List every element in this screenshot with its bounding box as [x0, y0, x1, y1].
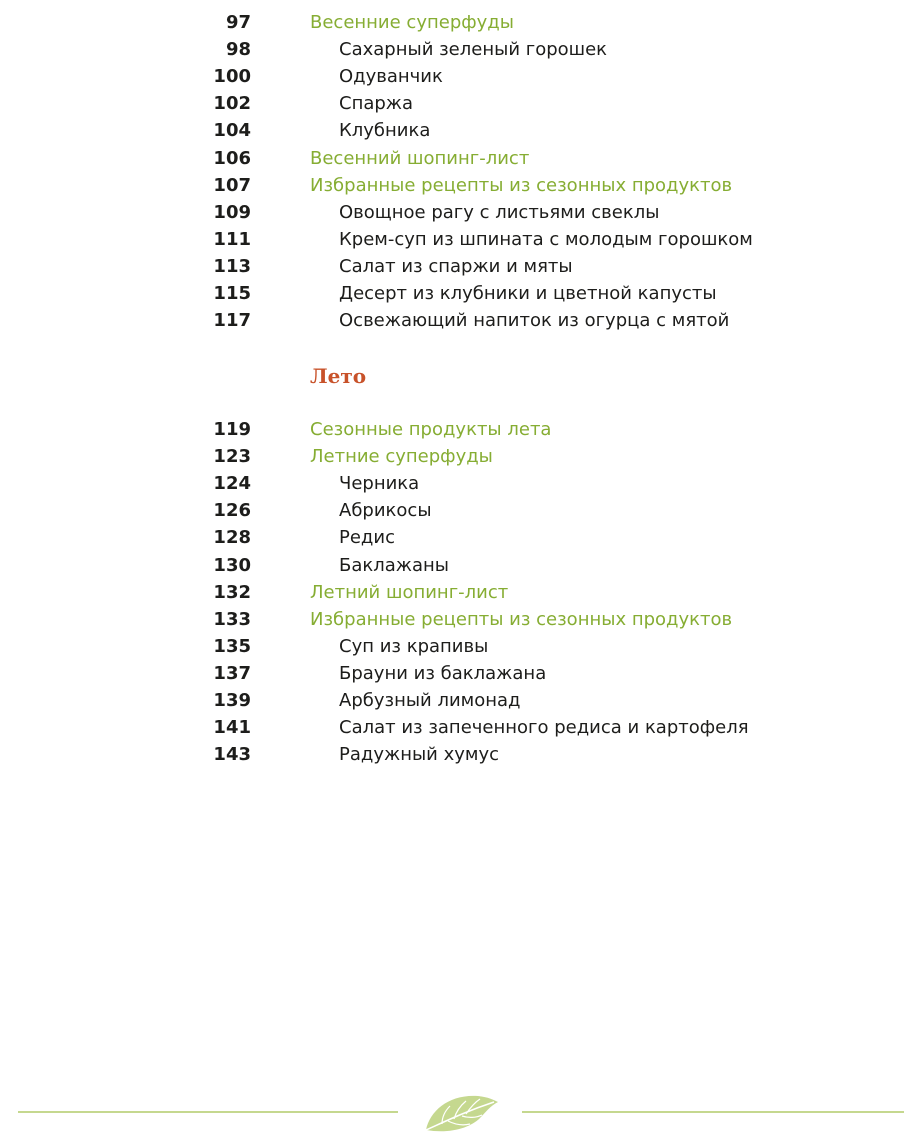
page-number: 107	[213, 174, 251, 196]
section-heading-summer: Лето	[310, 364, 367, 388]
subsection-title: Спаржа	[339, 93, 414, 115]
page-number: 104	[213, 120, 251, 142]
toc-entry	[0, 253, 916, 280]
chapter-title: Избранные рецепты из сезонных продуктов	[310, 174, 733, 196]
toc-entry	[0, 226, 916, 253]
page-number: 102	[213, 93, 251, 115]
page-number: 106	[213, 147, 251, 169]
chapter-title: Весенние суперфуды	[310, 12, 514, 33]
toc-entry	[0, 633, 916, 660]
subsection-title: Абрикосы	[339, 500, 432, 522]
page-number: 139	[213, 690, 251, 711]
subsection-title: Баклажаны	[339, 554, 450, 576]
page-number: 97	[225, 12, 251, 33]
page-footer-ornament	[0, 1090, 916, 1138]
page-number: 143	[213, 744, 251, 766]
toc-entry	[0, 117, 916, 144]
subsection-title: Редис	[339, 527, 395, 549]
subsection-title: Клубника	[339, 120, 431, 142]
subsection-title: Черника	[339, 473, 420, 495]
subsection-title: Одуванчик	[339, 66, 443, 88]
page-number: 119	[213, 419, 251, 440]
subsection-title: Радужный хумус	[339, 744, 500, 766]
subsection-title: Крем-суп из шпината с молодым горошком	[339, 228, 753, 250]
page-number: 123	[213, 446, 251, 468]
toc-entry	[0, 714, 916, 741]
subsection-title: Салат из запеченного редиса и картофеля	[339, 717, 749, 739]
subsection-title: Освежающий напиток из огурца с мятой	[339, 310, 730, 332]
toc-entry	[0, 443, 916, 470]
subsection-title: Сахарный зеленый горошек	[339, 39, 608, 61]
page-number: 128	[213, 527, 251, 549]
toc-entry	[0, 172, 916, 199]
page-number: 135	[213, 635, 251, 657]
page-number: 100	[213, 66, 251, 88]
toc-entry	[0, 307, 916, 334]
page-number: 141	[213, 717, 251, 739]
toc-entry	[0, 524, 916, 551]
toc-entry	[0, 199, 916, 226]
subsection-title: Десерт из клубники и цветной капусты	[339, 283, 717, 304]
leaf-icon	[420, 1090, 500, 1136]
page-number: 132	[213, 581, 251, 603]
page-number: 126	[213, 500, 251, 522]
toc-entry	[0, 145, 916, 172]
toc-entry	[0, 470, 916, 497]
page-number: 117	[213, 310, 251, 332]
chapter-title: Летний шопинг-лист	[310, 581, 509, 603]
subsection-title: Овощное рагу с листьями свеклы	[339, 201, 660, 223]
page-number: 113	[213, 255, 251, 277]
page-number: 115	[213, 283, 251, 304]
toc-entry	[0, 741, 916, 768]
chapter-title: Избранные рецепты из сезонных продуктов	[310, 608, 733, 630]
toc-entry	[0, 9, 916, 36]
subsection-title: Брауни из баклажана	[339, 662, 547, 684]
page-number: 137	[213, 662, 251, 684]
page-number: 130	[213, 554, 251, 576]
footer-divider-left	[18, 1111, 398, 1113]
chapter-title: Весенний шопинг-лист	[310, 147, 530, 169]
toc-entry	[0, 36, 916, 63]
toc-entry	[0, 687, 916, 714]
page-number: 109	[213, 201, 251, 223]
toc-entry	[0, 280, 916, 307]
chapter-title: Сезонные продукты лета	[310, 419, 552, 440]
subsection-title: Салат из спаржи и мяты	[339, 255, 573, 277]
toc-entry	[0, 552, 916, 579]
toc-entry	[0, 579, 916, 606]
page-number: 98	[225, 39, 251, 61]
toc-entry	[0, 606, 916, 633]
footer-divider-right	[522, 1111, 904, 1113]
toc-entry	[0, 416, 916, 443]
toc-entry	[0, 90, 916, 117]
page-number: 133	[213, 608, 251, 630]
page-number: 111	[213, 228, 251, 250]
page-number: 124	[213, 473, 251, 495]
subsection-title: Арбузный лимонад	[339, 690, 521, 711]
toc-entry	[0, 660, 916, 687]
toc-entry	[0, 63, 916, 90]
toc-entry	[0, 497, 916, 524]
chapter-title: Летние суперфуды	[310, 446, 493, 468]
subsection-title: Суп из крапивы	[339, 635, 489, 657]
